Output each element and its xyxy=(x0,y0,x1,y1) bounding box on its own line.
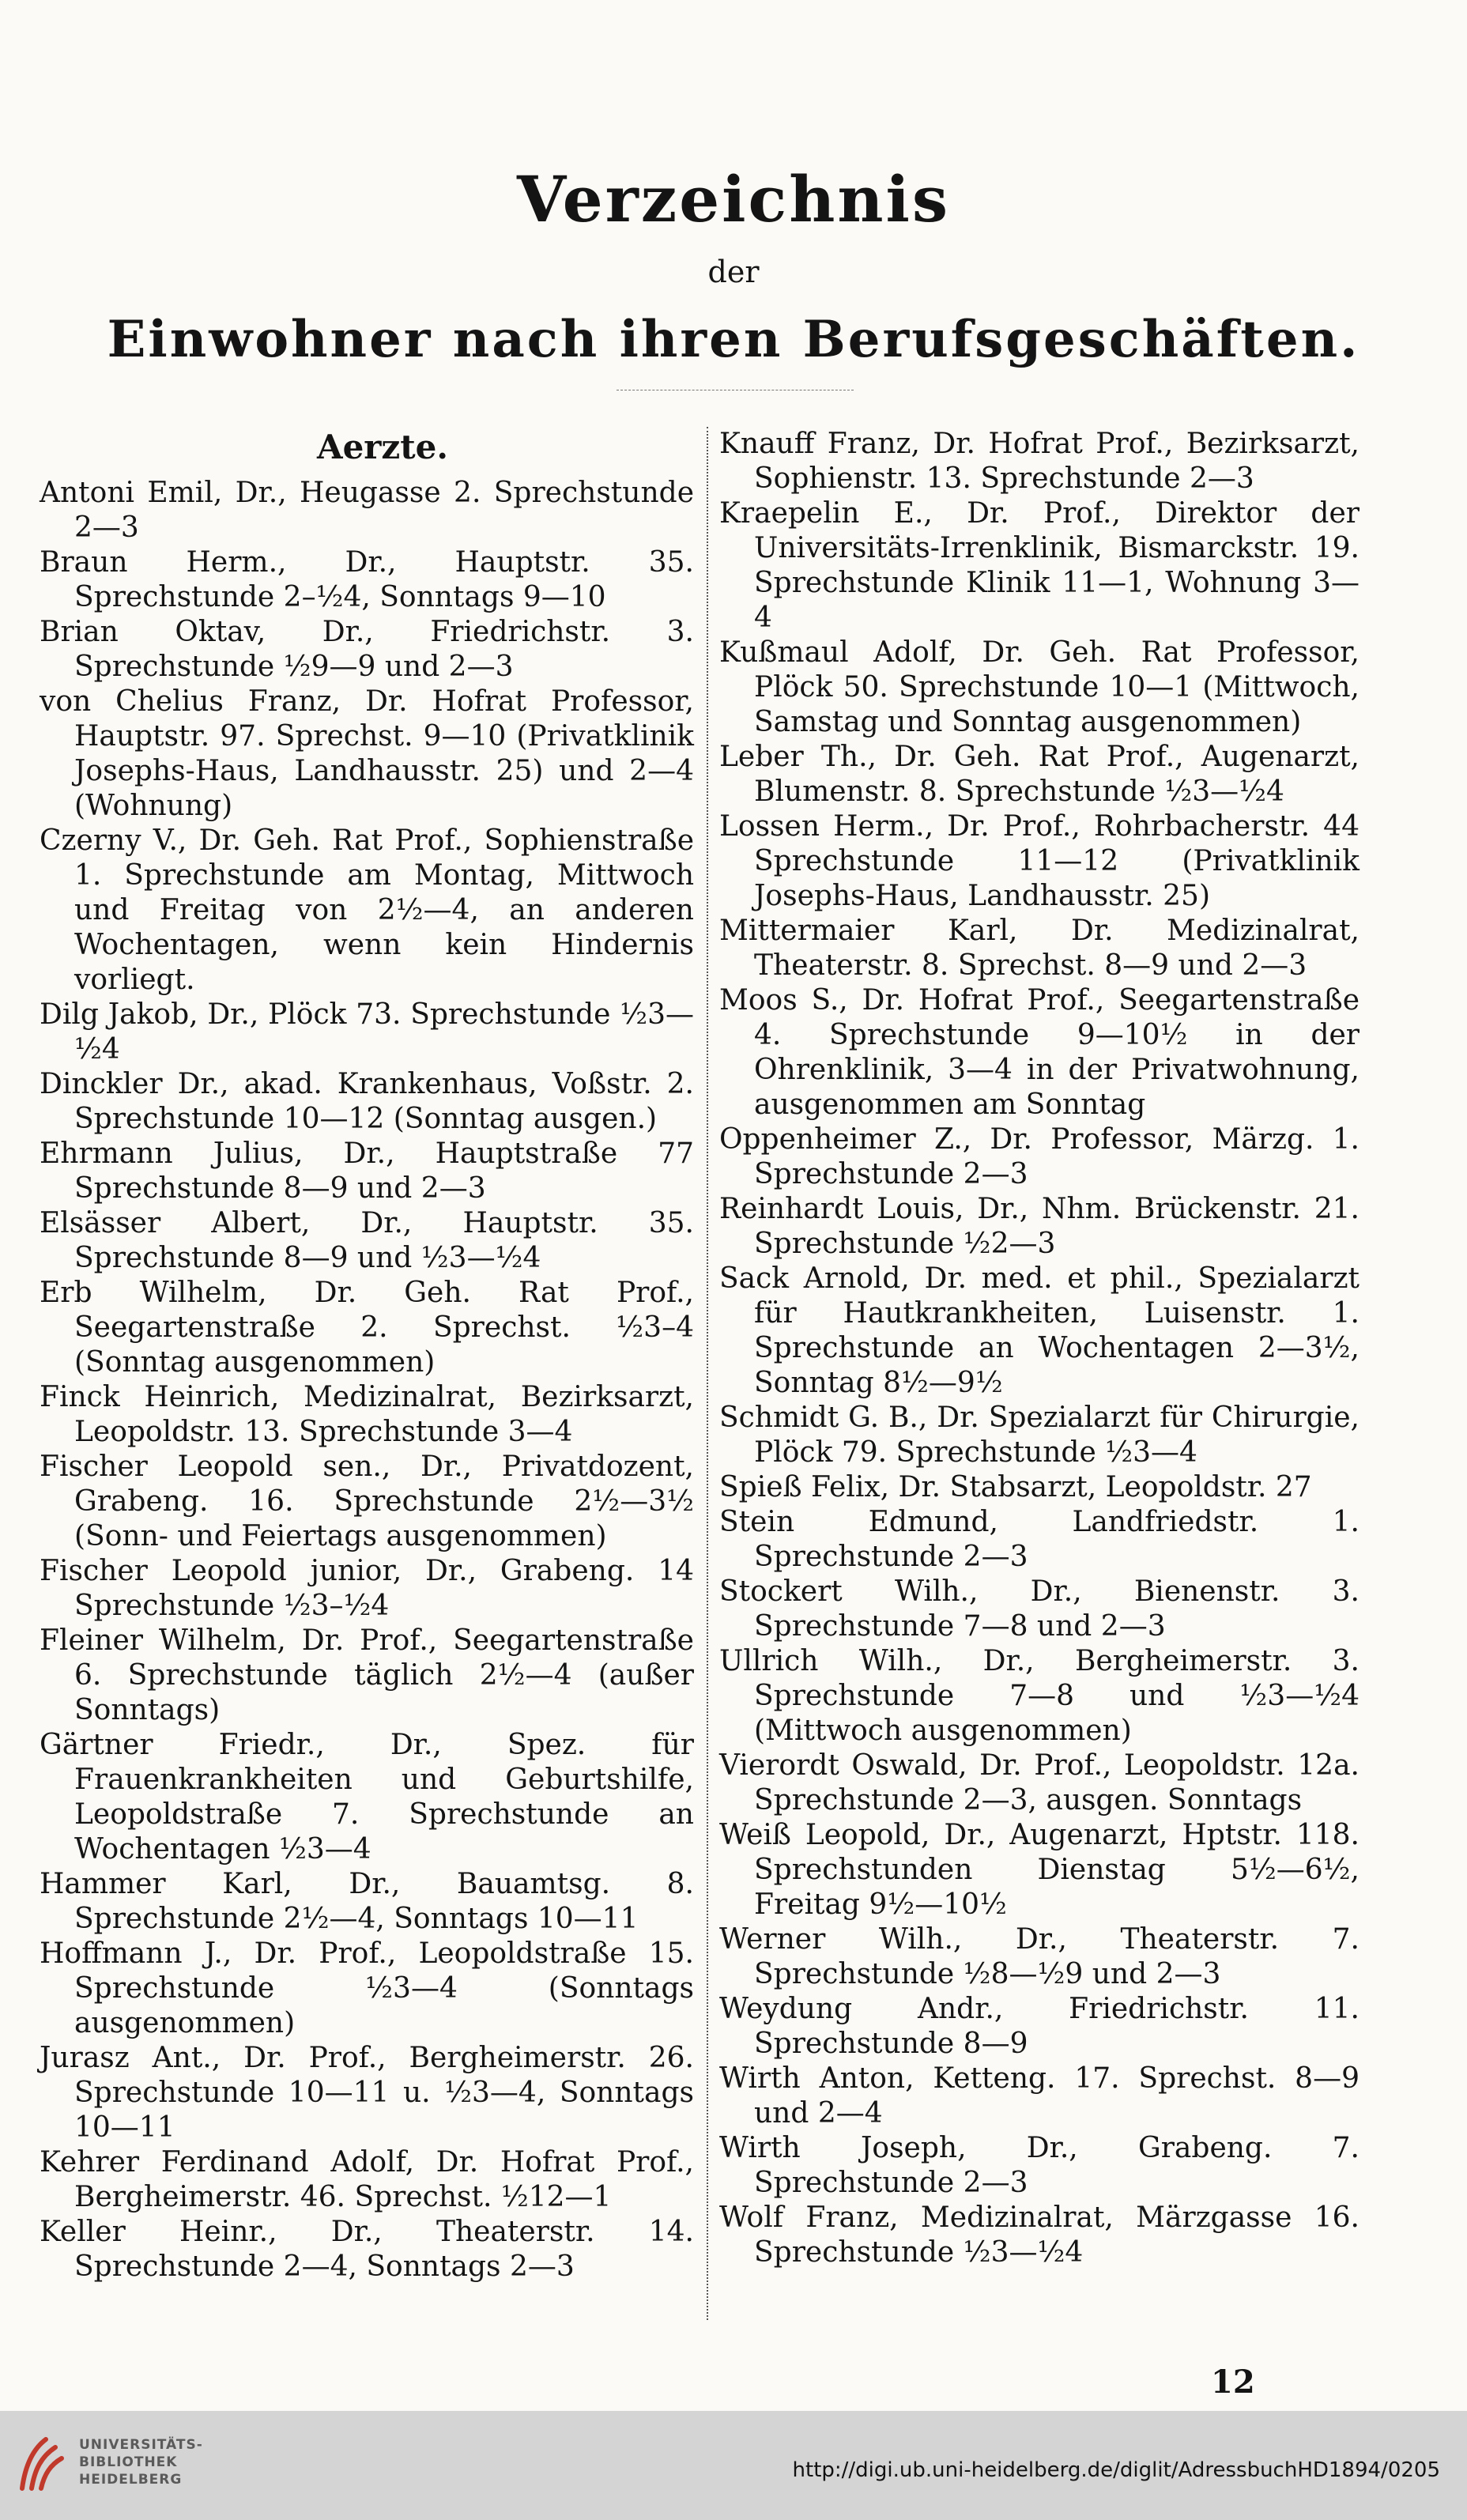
directory-entry: Lossen Herm., Dr. Prof., Rohrbacherstr. 44 Sprechstunde 11—12 (Privatklinik Josephs-Haus, Landhausstr. 25) xyxy=(719,810,1360,912)
directory-entry: Stockert Wilh., Dr., Bienenstr. 3. Sprechstunde 7—8 und 2—3 xyxy=(719,1575,1360,1643)
title-connector: der xyxy=(707,255,760,289)
directory-entry: Fleiner Wilhelm, Dr. Prof., Seegartenstraße 6. Sprechstunde täglich 2½—4 (außer Sonntags) xyxy=(40,1624,694,1726)
right-column xyxy=(719,427,1360,2270)
university-library-logo-icon xyxy=(14,2433,66,2496)
directory-entry: Jurasz Ant., Dr. Prof., Bergheimerstr. 26. Sprechstunde 10—11 u. ½3—4, Sonntags 10—11 xyxy=(40,2042,694,2144)
page-subtitle: Einwohner nach ihren Berufsgeschäften. xyxy=(107,310,1360,369)
directory-entry: Kehrer Ferdinand Adolf, Dr. Hofrat Prof., Bergheimerstr. 46. Sprechst. ½12—1 xyxy=(40,2146,694,2213)
directory-entry: Sack Arnold, Dr. med. et phil., Spezialarzt für Hautkrankheiten, Luisenstr. 1. Sprechstunde an Wochentagen 2—3½, Sonntag 8½—9½ xyxy=(719,1262,1360,1399)
source-url-link[interactable]: http://digi.ub.uni-heidelberg.de/diglit/AdressbuchHD1894/0205 xyxy=(792,2458,1440,2482)
directory-entry: Weydung Andr., Friedrichstr. 11. Sprechstunde 8—9 xyxy=(719,1993,1360,2060)
directory-entry: Kußmaul Adolf, Dr. Geh. Rat Professor, Plöck 50. Sprechstunde 10—1 (Mittwoch, Samstag und Sonntag ausgenommen) xyxy=(719,636,1360,738)
directory-entry: Stein Edmund, Landfriedstr. 1. Sprechstunde 2—3 xyxy=(719,1506,1360,1573)
directory-entry: Fischer Leopold sen., Dr., Privatdozent, Grabeng. 16. Sprechstunde 2½—3½ (Sonn- und Feiertags ausgenommen) xyxy=(40,1451,694,1552)
directory-entry: Mittermaier Karl, Dr. Medizinalrat, Theaterstr. 8. Sprechst. 8—9 und 2—3 xyxy=(719,915,1360,982)
page-title: Verzeichnis xyxy=(517,162,950,236)
directory-entry: Elsässer Albert, Dr., Hauptstr. 35. Sprechstunde 8—9 und ½3—½4 xyxy=(40,1207,694,1274)
directory-entry: Hammer Karl, Dr., Bauamtsg. 8. Sprechstunde 2½—4, Sonntags 10—11 xyxy=(40,1868,694,1935)
library-footer xyxy=(0,2411,1467,2520)
directory-entry: Moos S., Dr. Hofrat Prof., Seegartenstraße 4. Sprechstunde 9—10½ in der Ohrenklinik, 3—4 in der Privatwohnung, ausgenommen am Sonntag xyxy=(719,984,1360,1121)
directory-entry: Oppenheimer Z., Dr. Professor, Märzg. 1. Sprechstunde 2—3 xyxy=(719,1123,1360,1190)
library-name-line: HEIDELBERG xyxy=(79,2472,183,2488)
directory-entry: Wirth Joseph, Dr., Grabeng. 7. Sprechstunde 2—3 xyxy=(719,2132,1360,2199)
directory-entry: Reinhardt Louis, Dr., Nhm. Brückenstr. 21. Sprechstunde ½2—3 xyxy=(719,1193,1360,1260)
section-heading: Aerzte. xyxy=(316,428,449,466)
page-number: 12 xyxy=(1211,2363,1255,2401)
left-column xyxy=(40,427,694,2284)
directory-entry: Weiß Leopold, Dr., Augenarzt, Hptstr. 118. Sprechstunden Dienstag 5½—6½, Freitag 9½—10½ xyxy=(719,1819,1360,1921)
directory-entry: Fischer Leopold junior, Dr., Grabeng. 14 Sprechstunde ½3–½4 xyxy=(40,1555,694,1622)
directory-entry: Werner Wilh., Dr., Theaterstr. 7. Sprechstunde ½8—½9 und 2—3 xyxy=(719,1923,1360,1990)
directory-entry: Kraepelin E., Dr. Prof., Direktor der Universitäts-Irrenklinik, Bismarckstr. 19. Sprechstunde Klinik 11—1, Wohnung 3—4 xyxy=(719,497,1360,634)
directory-entry: Braun Herm., Dr., Hauptstr. 35. Sprechstunde 2–½4, Sonntags 9—10 xyxy=(40,546,694,613)
directory-entry: Wolf Franz, Medizinalrat, Märzgasse 16. Sprechstunde ½3—½4 xyxy=(719,2201,1360,2269)
library-name-line: UNIVERSITÄTS- xyxy=(79,2437,203,2453)
directory-entry: Knauff Franz, Dr. Hofrat Prof., Bezirksarzt, Sophienstr. 13. Sprechstunde 2—3 xyxy=(719,428,1360,495)
directory-entry: Dinckler Dr., akad. Krankenhaus, Voßstr. 2. Sprechstunde 10—12 (Sonntag ausgen.) xyxy=(40,1068,694,1135)
directory-entry: Leber Th., Dr. Geh. Rat Prof., Augenarzt, Blumenstr. 8. Sprechstunde ½3—½4 xyxy=(719,741,1360,808)
directory-entry: Brian Oktav, Dr., Friedrichstr. 3. Sprechstunde ½9—9 und 2—3 xyxy=(40,616,694,683)
directory-entry: Ehrmann Julius, Dr., Hauptstraße 77 Sprechstunde 8—9 und 2—3 xyxy=(40,1137,694,1205)
directory-entry: Finck Heinrich, Medizinalrat, Bezirksarzt, Leopoldstr. 13. Sprechstunde 3—4 xyxy=(40,1381,694,1448)
directory-entry: Erb Wilhelm, Dr. Geh. Rat Prof., Seegartenstraße 2. Sprechst. ½3–4 (Sonntag ausgenommen) xyxy=(40,1277,694,1379)
directory-entry: Dilg Jakob, Dr., Plöck 73. Sprechstunde ½3—½4 xyxy=(40,998,694,1066)
directory-entry: Vierordt Oswald, Dr. Prof., Leopoldstr. 12a. Sprechstunde 2—3, ausgen. Sonntags xyxy=(719,1749,1360,1816)
directory-entry: Keller Heinr., Dr., Theaterstr. 14. Sprechstunde 2—4, Sonntags 2—3 xyxy=(40,2216,694,2283)
directory-entry: Hoffmann J., Dr. Prof., Leopoldstraße 15. Sprechstunde ½3—4 (Sonntags ausgenommen) xyxy=(40,1937,694,2039)
column-divider xyxy=(707,427,708,2320)
directory-entry: Schmidt G. B., Dr. Spezialarzt für Chirurgie, Plöck 79. Sprechstunde ½3—4 xyxy=(719,1401,1360,1469)
directory-entry: Antoni Emil, Dr., Heugasse 2. Sprechstunde 2—3 xyxy=(40,477,694,544)
library-name-line: BIBLIOTHEK xyxy=(79,2454,178,2470)
directory-entry: Czerny V., Dr. Geh. Rat Prof., Sophienstraße 1. Sprechstunde am Montag, Mittwoch und Freitag von 2½—4, an anderen Wochentagen, wenn kein Hindernis vorliegt. xyxy=(40,824,694,996)
directory-entry: Gärtner Friedr., Dr., Spez. für Frauenkrankheiten und Geburtshilfe, Leopoldstraße 7. Sprechstunde an Wochentagen ½3—4 xyxy=(40,1729,694,1865)
directory-entry: Ullrich Wilh., Dr., Bergheimerstr. 3. Sprechstunde 7—8 und ½3—½4 (Mittwoch ausgenommen) xyxy=(719,1645,1360,1747)
directory-entry: Wirth Anton, Ketteng. 17. Sprechst. 8—9 und 2—4 xyxy=(719,2062,1360,2130)
directory-entry: von Chelius Franz, Dr. Hofrat Professor, Hauptstr. 97. Sprechst. 9—10 (Privatklinik Josephs-Haus, Landhausstr. 25) und 2—4 (Wohnung) xyxy=(40,685,694,822)
directory-entry: Spieß Felix, Dr. Stabsarzt, Leopoldstr. 27 xyxy=(719,1471,1312,1503)
library-name xyxy=(79,2436,203,2488)
